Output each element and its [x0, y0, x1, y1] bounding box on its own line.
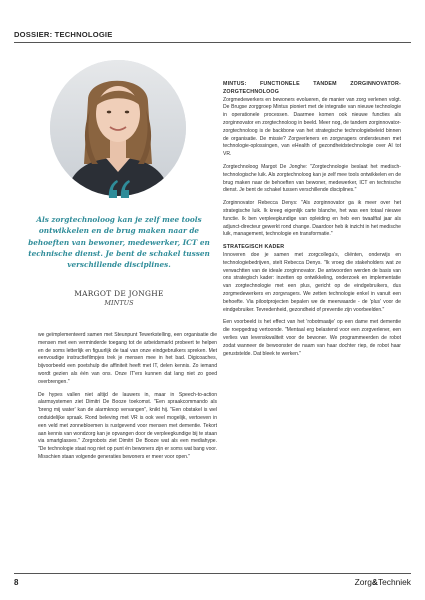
right-text-column: [223, 81, 401, 363]
page-footer: [14, 573, 411, 587]
section-heading: STRATEGISCH KADER: [223, 244, 285, 251]
body-paragraph: De hypes vallen niet altijd de lauwers in, maar in Speech-to-action alarmsystemen ziet Dimitri De Booze toekomst. "Een spraakcommando als 'breng mij water' kan de alarmknop vervangen", knikt hij. "Een obstakel is wel onduidelijke spraak. Rond beleving met VR is ook veel mogelijk, vertoeven in een veld met zonnebloemen is rustgevend voor mensen met dementie. Tekort aan kennis van wondzorg kan je opvangen door de verpleegkundige bij te staan via smartglasses." Zorgrobots ziet Dimitri De Booze wat als een mediahype. "De technologie staat nog niet op punt én bewoners zijn er soms wat bang voor. Misschien staan volgende generaties bewoners er meer voor open.": [38, 391, 217, 460]
body-paragraph: Een voorbeeld is het effect van het 'robotmaatje' op een dame met dementie die roepgedrag vertoonde. "Mentaal erg belastend voor een zorgverlener, een verlies van levenskwaliteit voor de bewoner. We programmeerden de robot zodat wanneer de bewoonster de naam van haar dochter riep, de robot haar geruststelde. Dat bleek te werken.": [223, 319, 401, 357]
portrait-photo: [50, 60, 186, 196]
quote-author-name: MARGOT DE JONGHE: [74, 289, 164, 298]
body-paragraph: Zorginnovator Rebecca Denys: "Als zorginnovator ga ik meer over het strategische luik. Ik kreeg eigenlijk carte blanche, het was een totaal nieuwe functie. Ik ben verpleegkundige van opleiding en heb een twaalftal jaar als adjunct-directeur gewerkt rond change. Daardoor heb ik inzicht in het medische luik, management, technologie en transformatie.": [223, 200, 401, 238]
section-label: DOSSIER: TECHNOLOGIE: [14, 30, 113, 39]
section-heading: MINTUS: FUNCTIONELE TANDEM ZORGINNOVATOR-ZORGTECHNOLOOG: [223, 81, 401, 95]
left-text-column: [38, 332, 217, 467]
header-divider: [14, 42, 411, 43]
quote-author-organization: MINTUS: [104, 299, 134, 307]
body-paragraph: we geïmplementeerd samen met Steunpunt Tewerkstelling, een organisatie die mensen met een verminderde toegang tot de arbeidsmarkt probeert te helpen en de soms letterlijk en figuurlijk de taal van onze eindgebruikers spreken. Met eenvoudige instructiefilmpjes trek je mensen mee in het bad. Digicoaches, bijvoorbeeld een poetshulp die affiniteit heeft met IT, delen kennis. Zo iemand wordt gezien als één van ons. Onze IT'ers kunnen dat lang niet zo goed overbrengen.": [38, 332, 217, 385]
portrait-illustration: [50, 60, 186, 196]
brand-name-part: Techniek: [377, 577, 411, 587]
quote-mark-icon: [107, 178, 131, 200]
page-header: [14, 30, 411, 39]
page-number: 8: [14, 578, 19, 587]
body-paragraph: Zorgmedewerkers en bewoners evolueren, de manier van zorg verlenen volgt. De Brugse zorggroep Mintus pioniert met de integratie van nieuwe technologie in operationele processen. Daarmee komen ook nieuwe functies als zorginnovator en zorgtechnoloog in beeld. Meer nog, de tandem zorginnovator-zorgtechnoloog is de backbone van het strategische technologiebeleid binnen de organisatie. De missie? Zorgverleners en zorgvragers ondersteunen met technologie-oplossingen, van eHealth of gezondheidstechnologie over AI tot VR.: [223, 96, 401, 158]
pull-quote: Als zorgtechnoloog kan je zelf mee tools ontwikkelen en de brug maken naar de behoeften van bewoner, medewerker, ICT en technische dienst. Je bent de schakel tussen verschillende disciplines.: [28, 215, 210, 270]
body-paragraph: Zorgtechnoloog Margot De Jonghe: "Zorgtechnologie beslaat het medisch-technologische luik. Als zorgtechnoloog kan je zelf mee tools ontwikkelen en de brug maken naar de behoeften van bewoner, medewerker, ICT en technische dienst. Je bent de schakel tussen verschillende disciplines.": [223, 163, 401, 194]
brand-name-part: Zorg: [354, 577, 372, 587]
brand-ampersand: &: [371, 577, 378, 587]
magazine-brand: [355, 577, 411, 587]
footer-divider: [14, 573, 411, 574]
quote-attribution: [24, 289, 214, 307]
body-paragraph: Innoveren doe je samen met zorgcollega's, cliënten, onderwijs en technologiebedrijven, stelt Rebecca Denys. "Ik vroeg die stakeholders wat ze verwachtten van de ideale zorginnovator. De antwoorden werden de basis van ons strategisch kader: inzetten op ontwikkeling, onderzoek en implementatie van zorgtechnologie met een plus, gericht op de eindgebruikers, dus zorgmedewerkers en zorgvragers. We zetten technologie enkel in vanuit een behoefte. Via pilootprojecten bepalen we de meerwaarde - de 'plus' voor de eindgebruiker. Tevredenheid, gezondheid of preventie zijn voorbeelden.": [223, 251, 401, 313]
